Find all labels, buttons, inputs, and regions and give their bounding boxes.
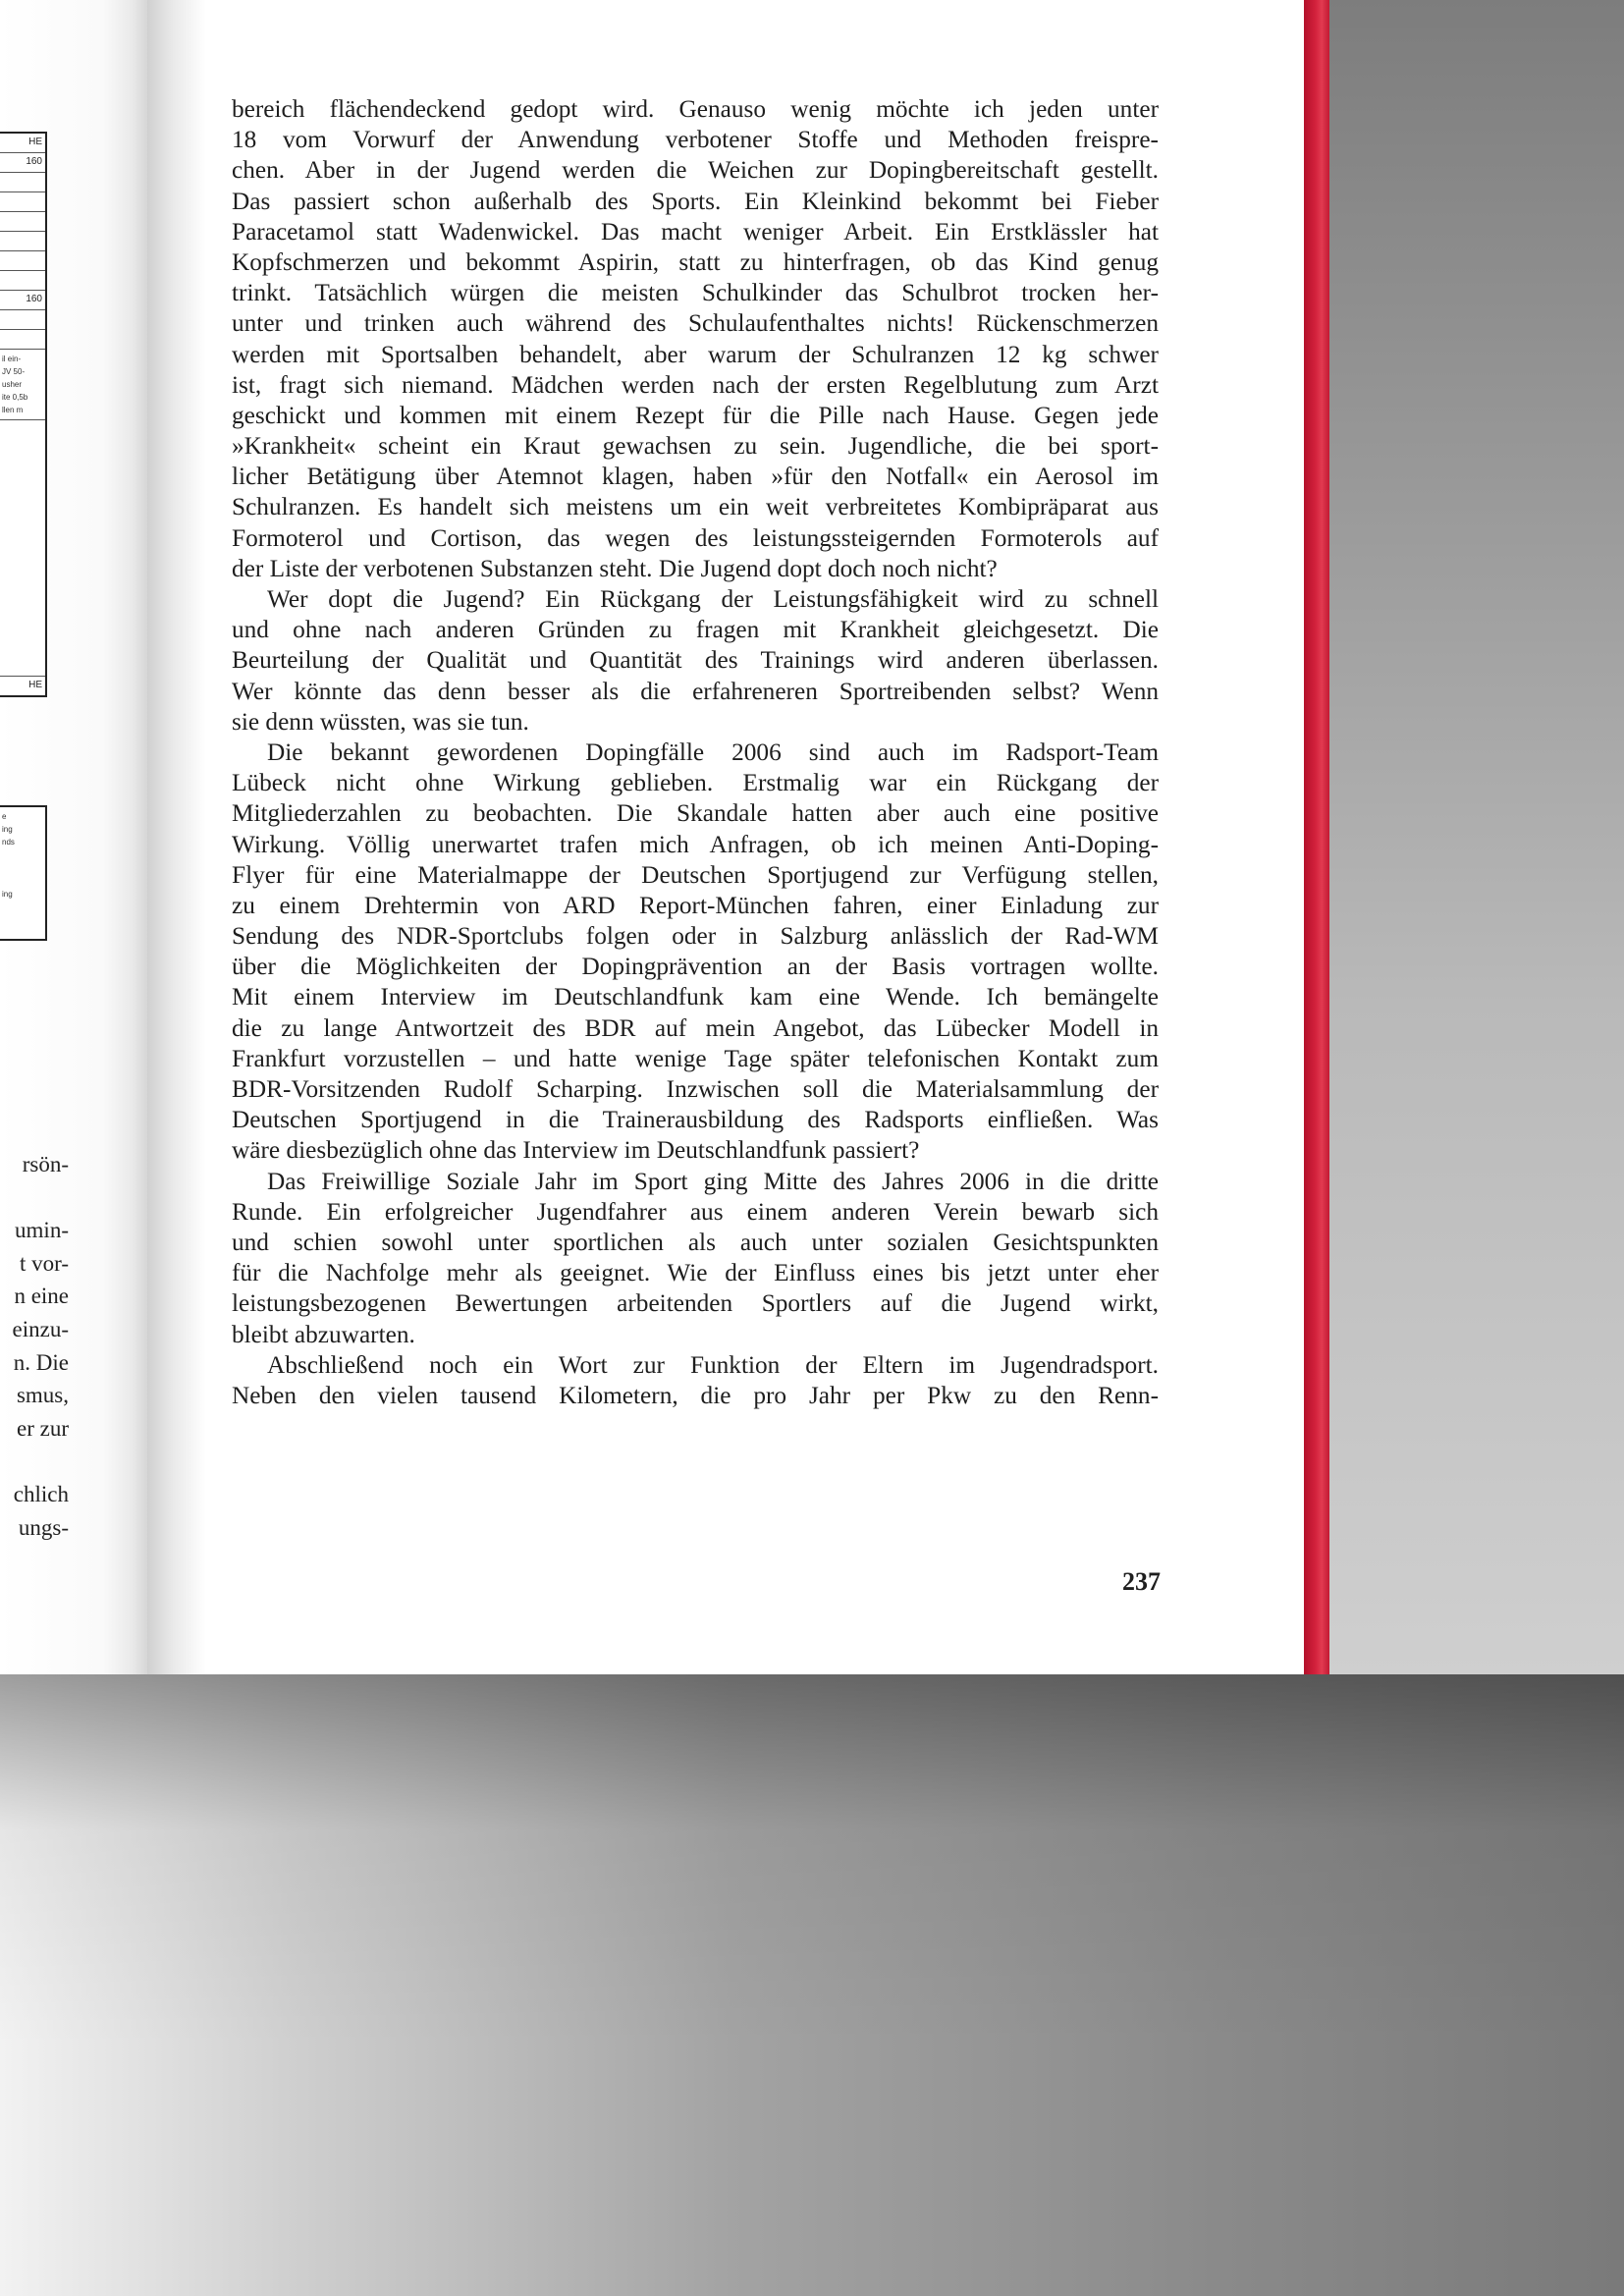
text-line: licher Betätigung über Atemnot klagen, haben »für den Notfall« ein Aerosol im bbox=[232, 463, 1159, 491]
left-page-text-fragments bbox=[0, 1148, 69, 1544]
table-row bbox=[0, 232, 45, 251]
text-line: Wer dopt die Jugend? Ein Rückgang der Leistungsfähigkeit wird zu schnell bbox=[267, 585, 1159, 613]
table-note: llen m bbox=[2, 406, 24, 414]
fragment-line bbox=[0, 1181, 69, 1215]
table-notes bbox=[0, 807, 45, 903]
paragraph bbox=[232, 584, 1159, 738]
text-line: Abschließend noch ein Wort zur Funktion der Eltern im Jugendradsport. bbox=[267, 1350, 1159, 1379]
table-notes bbox=[0, 350, 45, 420]
fragment-line: smus, bbox=[16, 1383, 69, 1408]
table-row bbox=[0, 291, 45, 310]
text-line: Mitgliederzahlen zu beobachten. Die Skandale hatten aber auch eine positive bbox=[232, 799, 1159, 828]
table-header-label: HE bbox=[28, 137, 42, 147]
text-line: Sendung des NDR-Sportclubs folgen oder in Salzburg anlässlich der Rad-WM bbox=[232, 922, 1159, 951]
scan-background-bottom bbox=[0, 1674, 1624, 2296]
fragment-line: er zur bbox=[17, 1415, 69, 1441]
text-line: und schien sowohl unter sportlichen als auch unter sozialen Gesichtspunkten bbox=[232, 1228, 1159, 1256]
fragment-line: umin- bbox=[15, 1218, 69, 1243]
text-line: Frankfurt vorzustellen – und hatte wenige Tage später telefonischen Kontakt zum bbox=[232, 1044, 1159, 1072]
text-line: Deutschen Sportjugend in die Trainerausbildung des Radsports einfließen. Was bbox=[232, 1106, 1159, 1134]
table-note: ing bbox=[2, 825, 13, 834]
text-line: Flyer für eine Materialmappe der Deutschen Sportjugend zur Verfügung stellen, bbox=[232, 860, 1159, 889]
text-line: Paracetamol statt Wadenwickel. Das macht weniger Arbeit. Ein Erstklässler hat bbox=[232, 217, 1159, 246]
text-line: der Liste der verbotenen Substanzen steht. Die Jugend dopt doch noch nicht? bbox=[232, 554, 998, 582]
text-line: wäre diesbezüglich ohne das Interview im Deutschlandfunk passiert? bbox=[232, 1136, 920, 1165]
text-line: leistungsbezogenen Bewertungen arbeitenden Sportlers auf die Jugend wirkt, bbox=[232, 1289, 1159, 1318]
table-row bbox=[0, 153, 45, 173]
paragraph bbox=[232, 738, 1159, 1167]
fragment-line: rsön- bbox=[22, 1152, 69, 1176]
text-line: Das Freiwillige Soziale Jahr im Sport ging Mitte des Jahres 2006 in die dritte bbox=[267, 1167, 1159, 1195]
fragment-line: n. Die bbox=[13, 1349, 69, 1375]
text-line: Beurteilung der Qualität und Quantität des Trainings wird anderen überlassen. bbox=[232, 646, 1159, 675]
fragment-line: einzu- bbox=[12, 1316, 69, 1341]
book-cover-edge bbox=[1304, 0, 1329, 1674]
text-line: chen. Aber in der Jugend werden die Weichen zur Dopingbereitschaft gestellt. bbox=[232, 156, 1159, 185]
text-line: Die bekannt gewordenen Dopingfälle 2006 sind auch im Radsport-Team bbox=[267, 738, 1159, 766]
text-line: Das passiert schon außerhalb des Sports. Ein Kleinkind bekommt bei Fieber bbox=[232, 187, 1159, 215]
text-line: über die Möglichkeiten der Dopingprävention an der Basis vortragen wollte. bbox=[232, 953, 1159, 981]
body-text bbox=[232, 94, 1159, 1411]
paragraph bbox=[232, 1350, 1159, 1411]
table-row bbox=[0, 134, 45, 153]
table-row bbox=[0, 251, 45, 271]
table-note: e bbox=[2, 812, 7, 821]
text-line: sie denn wüssten, was sie tun. bbox=[232, 707, 529, 736]
text-line: bleibt abzuwarten. bbox=[232, 1320, 415, 1348]
left-table-fragment bbox=[0, 132, 47, 697]
fragment-line: chlich bbox=[13, 1481, 69, 1506]
text-line: Wirkung. Völlig unerwartet trafen mich Anfragen, ob ich meinen Anti-Doping- bbox=[232, 830, 1159, 858]
text-line: Runde. Ein erfolgreicher Jugendfahrer aus einem anderen Verein bewarb sich bbox=[232, 1197, 1159, 1226]
left-table-fragment-lower bbox=[0, 805, 47, 941]
table-note: usher bbox=[2, 380, 23, 389]
text-line: Lübeck nicht ohne Wirkung geblieben. Erstmalig war ein Rückgang der bbox=[232, 769, 1159, 797]
table-note: ing bbox=[2, 890, 13, 899]
text-line: werden mit Sportsalben behandelt, aber warum der Schulranzen 12 kg schwer bbox=[232, 340, 1159, 368]
text-line: und ohne nach anderen Gründen zu fragen mit Krankheit gleichgesetzt. Die bbox=[232, 616, 1159, 644]
text-line: Schulranzen. Es handelt sich meistens um ein weit verbreitetes Kombipräparat aus bbox=[232, 493, 1159, 521]
text-line: unter und trinken auch während des Schulaufenthaltes nichts! Rückenschmerzen bbox=[232, 309, 1159, 338]
text-line: trinkt. Tatsächlich würgen die meisten Schulkinder das Schulbrot trocken her- bbox=[232, 279, 1159, 307]
table-note: JV 50- bbox=[2, 367, 26, 376]
table-row bbox=[0, 420, 45, 677]
book-gutter bbox=[147, 0, 206, 1674]
text-line: Wer könnte das denn besser als die erfahreneren Sportreibenden selbst? Wenn bbox=[232, 677, 1159, 705]
page-number: 237 bbox=[1122, 1567, 1161, 1596]
text-line: Formoterol und Cortison, das wegen des leistungssteigernden Formoterols auf bbox=[232, 523, 1159, 552]
text-line: Mit einem Interview im Deutschlandfunk kam eine Wende. Ich bemängelte bbox=[232, 983, 1159, 1011]
table-header-label: HE bbox=[28, 680, 42, 690]
table-row bbox=[0, 677, 45, 695]
text-line: BDR-Vorsitzenden Rudolf Scharping. Inzwischen soll die Materialsammlung der bbox=[232, 1075, 1159, 1103]
text-line: »Krankheit« scheint ein Kraut gewachsen zu sein. Jugendliche, die bei sport- bbox=[232, 432, 1159, 461]
table-note: ite 0,5b bbox=[2, 393, 28, 402]
table-value-label: 160 bbox=[26, 156, 42, 167]
text-line: Kopfschmerzen und bekommt Aspirin, statt zu hinterfragen, ob das Kind genug bbox=[232, 247, 1159, 276]
table-note: nds bbox=[2, 838, 15, 847]
text-line: die zu lange Antwortzeit des BDR auf mein Angebot, das Lübecker Modell in bbox=[232, 1013, 1159, 1042]
text-line: ist, fragt sich niemand. Mädchen werden nach der ersten Regelblutung zum Arzt bbox=[232, 370, 1159, 399]
fragment-line bbox=[0, 1445, 69, 1478]
table-row bbox=[0, 173, 45, 192]
table-row bbox=[0, 271, 45, 291]
table-row bbox=[0, 330, 45, 350]
scan-background-right bbox=[1327, 0, 1624, 1674]
text-line: zu einem Drehtermin von ARD Report-München fahren, einer Einladung zur bbox=[232, 891, 1159, 919]
fragment-line: ungs- bbox=[18, 1514, 69, 1540]
text-line: geschickt und kommen mit einem Rezept für die Pille nach Hause. Gegen jede bbox=[232, 401, 1159, 429]
table-row bbox=[0, 212, 45, 232]
table-row bbox=[0, 192, 45, 212]
text-line: Neben den vielen tausend Kilometern, die pro Jahr per Pkw zu den Renn- bbox=[232, 1381, 1159, 1409]
text-line: für die Nachfolge mehr als geeignet. Wie der Einfluss eines bis jetzt unter eher bbox=[232, 1259, 1159, 1287]
fragment-line: n eine bbox=[14, 1284, 69, 1309]
table-row bbox=[0, 310, 45, 330]
paragraph bbox=[232, 1167, 1159, 1350]
text-line: bereich flächendeckend gedopt wird. Genauso wenig möchte ich jeden unter bbox=[232, 95, 1159, 123]
table-note: il ein- bbox=[2, 355, 22, 363]
fragment-line: t vor- bbox=[20, 1250, 69, 1276]
text-line: 18 vom Vorwurf der Anwendung verbotener Stoffe und Methoden freispre- bbox=[232, 126, 1159, 154]
paragraph bbox=[232, 94, 1159, 584]
table-value-label: 160 bbox=[26, 294, 42, 304]
